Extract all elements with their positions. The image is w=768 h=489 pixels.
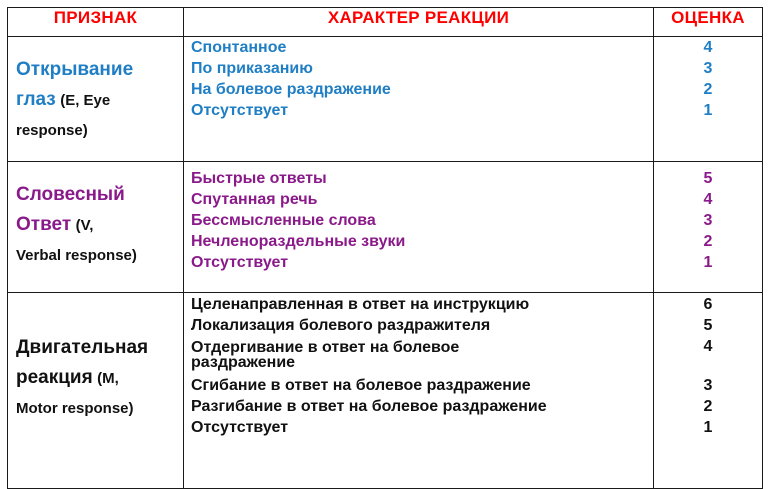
response-item: Спутанная речь [191, 191, 318, 208]
score-value: 2 [703, 233, 713, 250]
score-value: 2 [703, 81, 713, 98]
header-row [8, 8, 763, 37]
response-item: Спонтанное [191, 39, 287, 56]
sign-motor-abbr: (M, [97, 370, 119, 387]
scores-motor [654, 293, 763, 489]
sign-eye-line1: Открывание [16, 59, 134, 80]
response-item: Сгибание в ответ на болевое раздражение [191, 377, 531, 394]
scores-eye [654, 37, 763, 162]
sign-verbal-line1: Словесный [16, 184, 125, 205]
sign-eye-abbr: (E, Eye [60, 92, 111, 109]
score-value: 4 [703, 39, 713, 56]
response-item: Целенаправленная в ответ на инструкцию [191, 296, 530, 313]
sign-motor-line1: Двигательная [16, 337, 149, 358]
score-value: 5 [703, 317, 713, 334]
score-value: 3 [703, 212, 713, 229]
score-value: 3 [703, 60, 713, 77]
gcs-table [7, 7, 763, 489]
sign-eye-line3: response) [16, 122, 88, 139]
responses-verbal [184, 162, 654, 293]
sign-verbal [8, 162, 184, 293]
sign-motor [8, 293, 184, 489]
score-value: 3 [703, 377, 713, 394]
header-sign: ПРИЗНАК [8, 8, 184, 37]
response-item: Быстрые ответы [191, 170, 327, 187]
row-motor-response [8, 293, 763, 489]
score-value: 5 [703, 170, 713, 187]
score-value: 1 [703, 419, 713, 436]
response-item: Отсутствует [191, 254, 289, 271]
response-item: На болевое раздражение [191, 81, 391, 98]
sign-verbal-line2: Ответ [16, 214, 72, 235]
response-item: Разгибание в ответ на болевое раздражение [191, 398, 547, 415]
score-value: 1 [703, 254, 713, 271]
score-value: 2 [703, 398, 713, 415]
scores-verbal [654, 162, 763, 293]
response-item: Отдергивание в ответ на болевое раздражение [191, 339, 460, 371]
header-score: ОЦЕНКА [654, 8, 763, 37]
score-value: 4 [703, 191, 713, 208]
header-reaction: ХАРАКТЕР РЕАКЦИИ [184, 8, 654, 37]
response-item: Отсутствует [191, 102, 289, 119]
sign-eye [8, 37, 184, 162]
response-item: Нечленораздельные звуки [191, 233, 406, 250]
response-item: Бессмысленные слова [191, 212, 376, 229]
score-value: 4 [703, 338, 713, 355]
sign-motor-line3: Motor response) [16, 400, 134, 417]
response-item: Локализация болевого раздражителя [191, 317, 491, 334]
sign-verbal-abbr: (V, [75, 217, 94, 234]
score-value: 1 [703, 102, 713, 119]
sign-verbal-line3: Verbal response) [16, 247, 137, 264]
sign-motor-line2: реакция [16, 367, 93, 388]
row-verbal-response [8, 162, 763, 293]
row-eye-response [8, 37, 763, 162]
sign-eye-line2: глаз [16, 89, 56, 110]
response-item: По приказанию [191, 60, 313, 77]
responses-motor [184, 293, 654, 489]
responses-eye [184, 37, 654, 162]
score-value: 6 [703, 296, 713, 313]
response-item: Отсутствует [191, 419, 289, 436]
